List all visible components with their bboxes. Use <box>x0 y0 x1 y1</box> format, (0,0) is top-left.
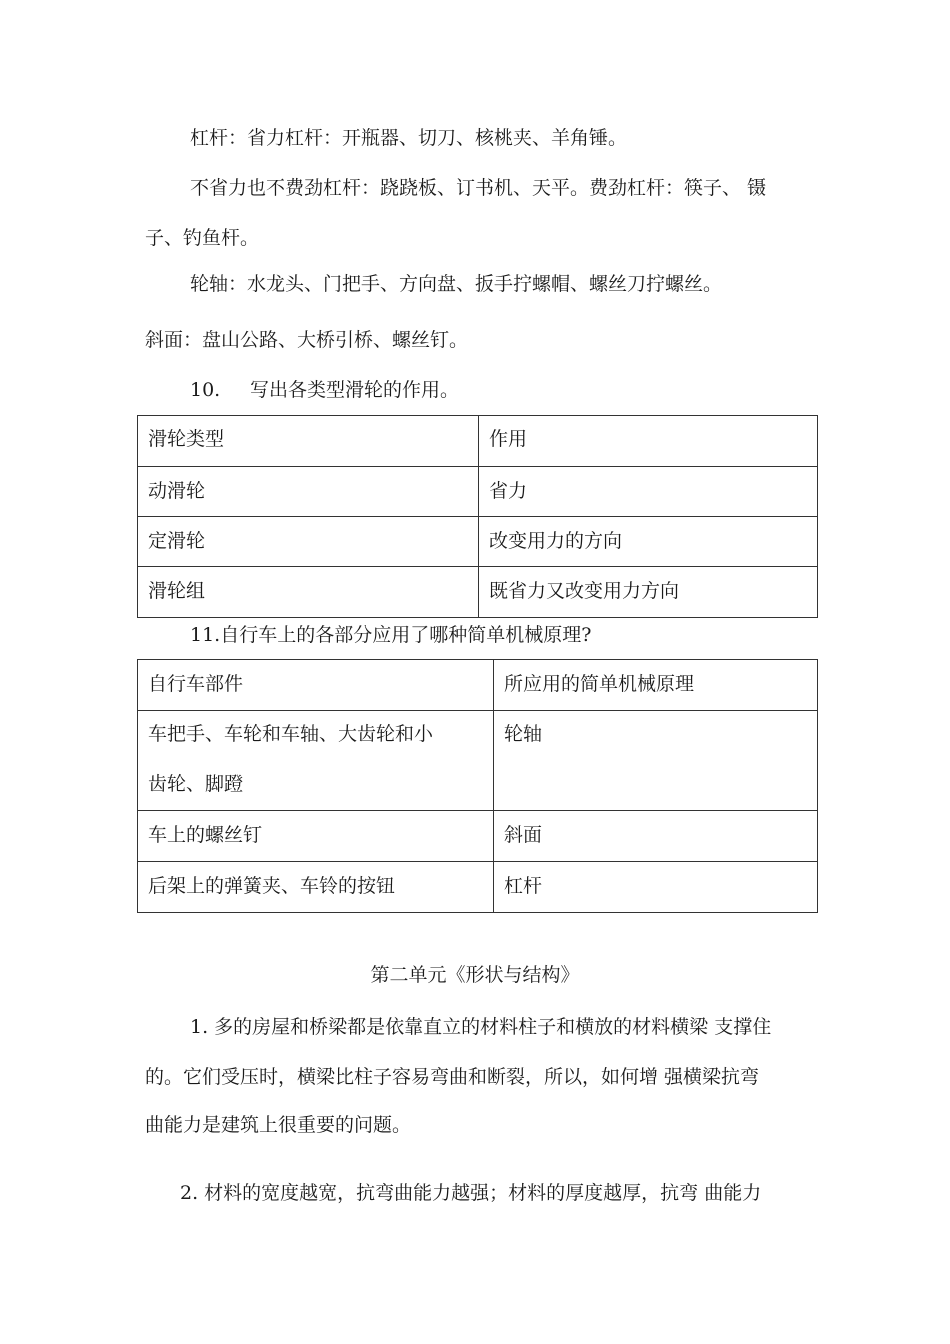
question-10-number: 10. <box>190 379 221 401</box>
table-cell: 定滑轮 <box>138 517 479 567</box>
table-cell: 车上的螺丝钉 <box>138 811 494 862</box>
unit-2-para-1-line-2: 的。它们受压时，横梁比柱子容易弯曲和断裂，所以，如何增 强横梁抗弯 <box>145 1066 760 1088</box>
lever-line: 杠杆：省力杠杆：开瓶器、切刀、核桃夹、羊角锤。 <box>190 127 628 149</box>
table-header-cell: 滑轮类型 <box>138 416 479 467</box>
table-header-cell: 自行车部件 <box>138 660 494 711</box>
incline-line: 斜面：盘山公路、大桥引桥、螺丝钉。 <box>145 329 469 351</box>
question-11: 11.自行车上的各部分应用了哪种简单机械原理? <box>190 624 592 646</box>
table-row <box>138 811 818 862</box>
pulley-table <box>137 415 818 618</box>
bicycle-table <box>137 659 818 913</box>
table-cell <box>138 711 494 811</box>
table-cell: 斜面 <box>494 811 818 862</box>
table-cell: 杠杆 <box>494 862 818 913</box>
unit-2-para-1-line-3: 曲能力是建筑上很重要的问题。 <box>145 1114 412 1136</box>
table-cell: 改变用力的方向 <box>479 517 818 567</box>
table-cell: 滑轮组 <box>138 567 479 618</box>
neutral-lever-line-1: 不省力也不费劲杠杆：跷跷板、订书机、天平。费劲杠杆：筷子、 镊 <box>190 177 767 199</box>
table-cell: 动滑轮 <box>138 467 479 517</box>
table-cell: 轮轴 <box>494 711 818 811</box>
table-header-row <box>138 416 818 467</box>
table-row <box>138 467 818 517</box>
table-header-row <box>138 660 818 711</box>
bike-part-line-1: 车把手、车轮和车轴、大齿轮和小 <box>148 723 434 745</box>
unit-2-para-1-line-1: 1. 多的房屋和桥梁都是依靠直立的材料柱子和横放的材料横梁 支撑住 <box>190 1016 772 1038</box>
bike-part-line-2: 齿轮、脚蹬 <box>148 773 244 795</box>
table-row <box>138 862 818 913</box>
table-cell: 后架上的弹簧夹、车铃的按钮 <box>138 862 494 913</box>
table-cell: 既省力又改变用力方向 <box>479 567 818 618</box>
table-header-cell: 所应用的简单机械原理 <box>494 660 818 711</box>
table-header-cell: 作用 <box>479 416 818 467</box>
wheel-axle-line: 轮轴：水龙头、门把手、方向盘、扳手拧螺帽、螺丝刀拧螺丝。 <box>190 273 723 295</box>
table-row <box>138 711 818 811</box>
unit-2-para-2-line-1: 2. 材料的宽度越宽，抗弯曲能力越强；材料的厚度越厚，抗弯 曲能力 <box>180 1182 762 1204</box>
question-10-text: 写出各类型滑轮的作用。 <box>250 379 460 401</box>
table-row <box>138 517 818 567</box>
table-cell: 省力 <box>479 467 818 517</box>
table-row <box>138 567 818 618</box>
neutral-lever-line-2: 子、钓鱼杆。 <box>145 227 260 249</box>
unit-2-title: 第二单元《形状与结构》 <box>370 964 580 986</box>
